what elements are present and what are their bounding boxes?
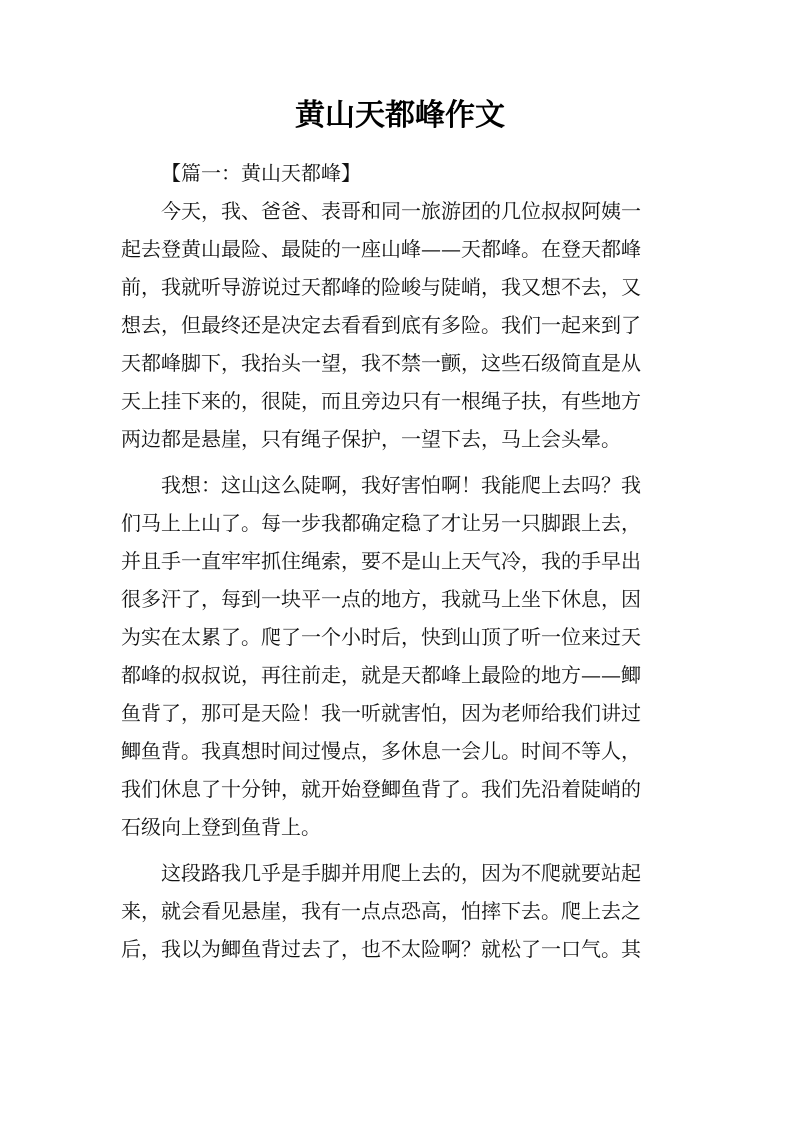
section-heading: 【篇一：黄山天都峰】 <box>161 161 361 185</box>
paragraph-line: 这段路我几乎是手脚并用爬上去的，因为不爬就要站起 <box>161 861 641 885</box>
paragraph-line: 石级向上登到鱼背上。 <box>121 815 321 839</box>
paragraph-line: 来，就会看见悬崖，我有一点点恐高，怕摔下去。爬上去之 <box>121 899 641 923</box>
paragraph-3 <box>121 854 681 968</box>
paragraph-line: 天都峰脚下，我抬头一望，我不禁一颤，这些石级简直是从 <box>121 351 641 375</box>
paragraph-1 <box>121 192 681 458</box>
paragraph-line: 后，我以为鲫鱼背过去了，也不太险啊？就松了一口气。其 <box>121 937 641 961</box>
paragraph-line: 两边都是悬崖，只有绳子保护，一望下去，马上会头晕。 <box>121 427 621 451</box>
paragraph-line: 鲫鱼背。我真想时间过慢点，多休息一会儿。时间不等人， <box>121 739 641 763</box>
paragraph-line: 今天，我、爸爸、表哥和同一旅游团的几位叔叔阿姨一 <box>161 199 641 223</box>
paragraph-line: 天上挂下来的，很陡，而且旁边只有一根绳子扶，有些地方 <box>121 389 641 413</box>
paragraph-2 <box>121 466 681 846</box>
paragraph-line: 都峰的叔叔说，再往前走，就是天都峰上最险的地方——鲫 <box>121 663 641 687</box>
document-body <box>121 154 681 968</box>
paragraph-line: 想去，但最终还是决定去看看到底有多险。我们一起来到了 <box>121 313 641 337</box>
document-title: 黄山天都峰作文 <box>295 98 505 133</box>
paragraph-line: 我们休息了十分钟，就开始登鲫鱼背了。我们先沿着陡峭的 <box>121 777 641 801</box>
paragraph-line: 们马上上山了。每一步我都确定稳了才让另一只脚跟上去， <box>121 511 641 535</box>
paragraph-line: 鱼背了，那可是天险！我一听就害怕，因为老师给我们讲过 <box>121 701 641 725</box>
paragraph-line: 前，我就听导游说过天都峰的险峻与陡峭，我又想不去，又 <box>121 275 641 299</box>
paragraph-line: 为实在太累了。爬了一个小时后，快到山顶了听一位来过天 <box>121 625 641 649</box>
paragraph-line: 起去登黄山最险、最陡的一座山峰——天都峰。在登天都峰 <box>121 237 641 261</box>
paragraph-line: 并且手一直牢牢抓住绳索，要不是山上天气冷，我的手早出 <box>121 549 641 573</box>
paragraph-line: 很多汗了，每到一块平一点的地方，我就马上坐下休息，因 <box>121 587 641 611</box>
paragraph-line: 我想：这山这么陡啊，我好害怕啊！我能爬上去吗？我 <box>161 473 641 497</box>
